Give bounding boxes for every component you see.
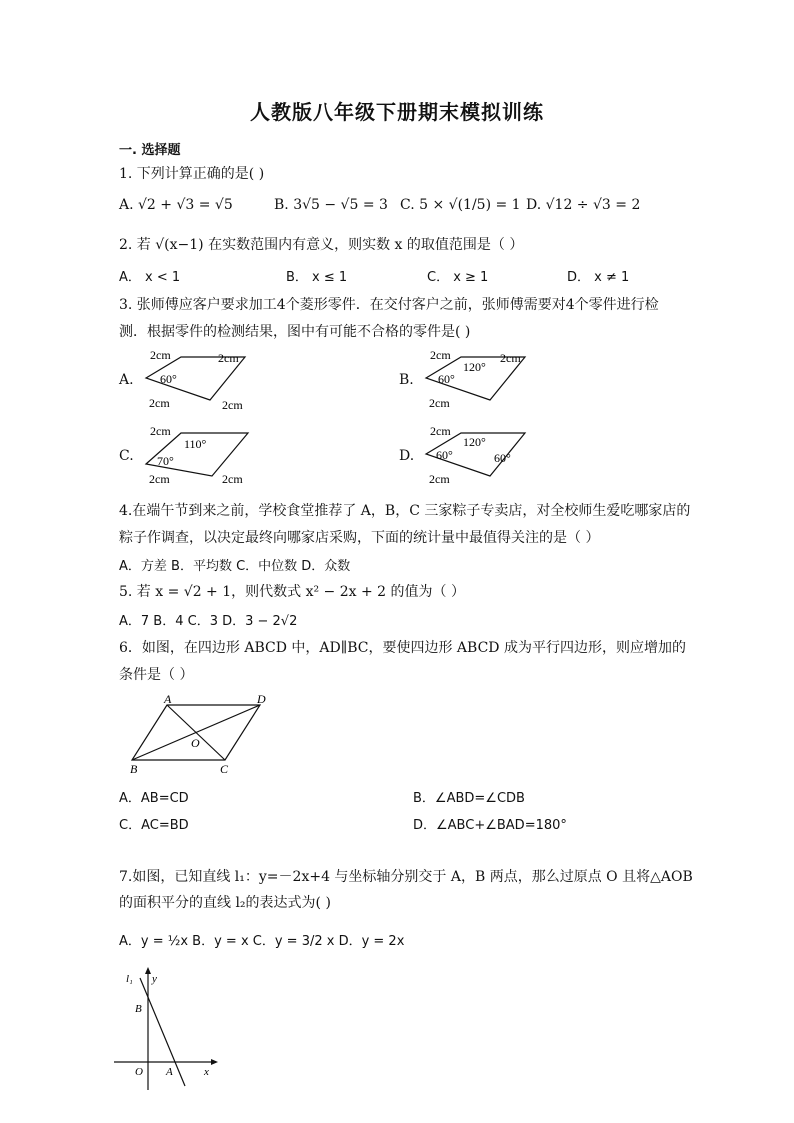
parallelogram-figure [125, 692, 275, 782]
rhombus-a-side-2: 2cm [218, 351, 239, 365]
q1-stem: 1. 下列计算正确的是( ) [119, 166, 265, 182]
q6-option-d: D．∠ABC+∠BAD=180° [413, 818, 567, 833]
rhombus-b-angle-1: 60° [438, 372, 455, 386]
rhombus-b-side-2: 2cm [500, 351, 521, 365]
point-label-o: O [191, 736, 200, 750]
q1-option-c: C. 5 × √(1/5) = 1 [400, 197, 521, 213]
point-label-d: D [257, 692, 266, 706]
point-b-label: B [135, 1003, 142, 1015]
q6-option-a: A．AB=CD [119, 791, 189, 806]
q4-line-2: 粽子作调查，以决定最终向哪家店采购，下面的统计量中最值得关注的是（ ） [119, 530, 600, 546]
rhombus-d-angle-1: 60° [436, 448, 453, 462]
page-title: 人教版八年级下册期末模拟训练 [250, 100, 544, 124]
coordinate-figure [110, 962, 230, 1094]
q2-stem: 2. 若 √(x−1) 在实数范围内有意义，则实数 x 的取值范围是（ ） [119, 237, 524, 253]
q6-option-b: B．∠ABD=∠CDB [413, 791, 525, 806]
rhombus-b-figure [420, 345, 540, 415]
q7-line-2: 的面积平分的直线 l₂的表达式为( ) [119, 895, 331, 911]
q3-label-c: C. [119, 448, 134, 464]
q4-options: A．方差 B．平均数 C．中位数 D．众数 [119, 559, 351, 574]
rhombus-d-side-2: 2cm [429, 472, 450, 486]
section-heading: 一. 选择题 [119, 143, 181, 158]
q3-label-d: D. [399, 448, 415, 464]
rhombus-d-side-1: 2cm [430, 424, 451, 438]
origin-label: O [135, 1066, 143, 1078]
rhombus-d-angle-3: 60° [494, 451, 511, 465]
q1-option-b: B. 3√5 − √5 = 3 [274, 197, 388, 213]
rhombus-a-side-1: 2cm [150, 348, 171, 362]
rhombus-b-side-3: 2cm [429, 396, 450, 410]
rhombus-b-angle-2: 120° [463, 360, 486, 374]
q2-option-c: C． x ≥ 1 [427, 270, 489, 285]
point-a-label: A [166, 1066, 173, 1078]
point-label-c: C [220, 762, 229, 776]
q3-label-b: B. [399, 372, 414, 388]
rhombus-d-figure [420, 421, 540, 491]
rhombus-c-side-2: 2cm [149, 472, 170, 486]
rhombus-c-side-1: 2cm [150, 424, 171, 438]
q6-line-1: 6．如图，在四边形 ABCD 中，AD∥BC，要使四边形 ABCD 成为平行四边形，则应增加的 [119, 640, 686, 656]
q5-stem: 5. 若 x = √2 + 1，则代数式 x² − 2x + 2 的值为（ ） [119, 584, 465, 600]
rhombus-a-side-3: 2cm [149, 396, 170, 410]
q7-options: A．y = ½x B．y = x C．y = 3/2 x D．y = 2x [119, 934, 405, 949]
rhombus-d-angle-2: 120° [463, 435, 486, 449]
rhombus-a-side-4: 2cm [222, 398, 243, 412]
q5-options: A．7 B．4 C．3 D．3 − 2√2 [119, 614, 298, 629]
q1-option-d: D. √12 ÷ √3 = 2 [526, 197, 641, 213]
line-l1-label: l₁ [126, 973, 133, 985]
q2-option-b: B． x ≤ 1 [286, 270, 348, 285]
q3-line-1: 3. 张师傅应客户要求加工4个菱形零件．在交付客户之前，张师傅需要对4个零件进行检 [119, 297, 659, 313]
rhombus-c-figure [140, 421, 260, 491]
q3-label-a: A. [119, 372, 134, 388]
rhombus-c-side-3: 2cm [222, 472, 243, 486]
point-label-b: B [130, 762, 138, 776]
q6-line-2: 条件是（ ） [119, 667, 194, 683]
rhombus-c-angle-1: 70° [157, 454, 174, 468]
rhombus-c-angle-2: 110° [184, 437, 207, 451]
rhombus-a-angle: 60° [160, 372, 177, 386]
y-axis-label: y [152, 973, 157, 985]
q4-line-1: 4.在端午节到来之前，学校食堂推荐了 A，B，C 三家粽子专卖店，对全校师生爱吃哪家店的 [119, 503, 691, 519]
q6-option-c: C．AC=BD [119, 818, 189, 833]
x-axis-label: x [204, 1066, 209, 1078]
q1-option-a: A. √2 + √3 = √5 [119, 197, 233, 213]
q2-option-a: A． x < 1 [119, 270, 181, 285]
q2-option-d: D． x ≠ 1 [567, 270, 630, 285]
q7-line-1: 7.如图，已知直线 l₁：y=－2x+4 与坐标轴分别交于 A，B 两点，那么过原点 O 且将△AOB [119, 869, 693, 885]
q3-line-2: 测．根据零件的检测结果，图中有可能不合格的零件是( ) [119, 324, 471, 340]
rhombus-a-figure [140, 345, 260, 415]
rhombus-b-side-1: 2cm [430, 348, 451, 362]
point-label-a: A [164, 692, 172, 706]
